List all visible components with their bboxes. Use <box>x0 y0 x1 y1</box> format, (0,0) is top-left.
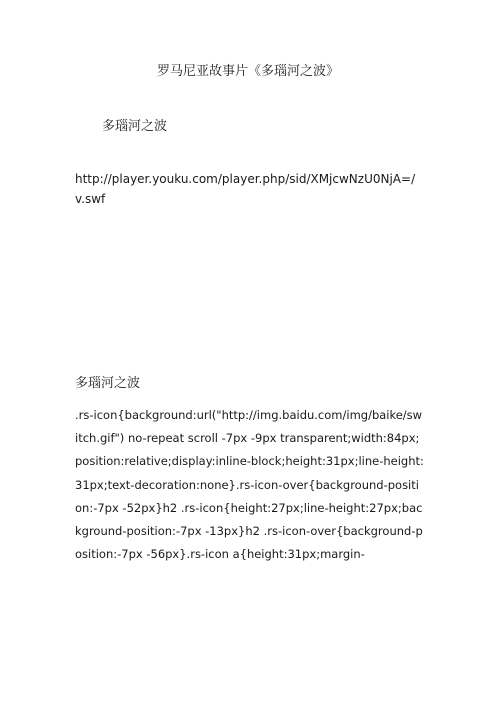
document-subheading: 多瑙河之波 <box>102 119 168 134</box>
css-code-text: .rs-icon{background:url("http://img.baidu.com/img/baike/switch.gif") no-repeat scroll -7px -9px transparent;width:84px;position:relative;display:inline-block;height:31px;line-height:31px;text-decoration:none}.rs-icon-over{background-position:-7px -52px}h2 .rs-icon{height:27px;line-height:27px;background-position:-7px -13px}h2 .rs-icon-over{background-position:-7px -56px}.rs-icon a{height:31px;margin- <box>75 408 424 562</box>
document-title: 罗马尼亚故事片《多瑙河之波》 <box>156 64 339 79</box>
video-url-link[interactable]: http://player.youku.com/player.php/sid/XMjcwNzU0NjA=/v.swf <box>75 172 416 206</box>
section-heading: 多瑙河之波 <box>75 376 141 391</box>
